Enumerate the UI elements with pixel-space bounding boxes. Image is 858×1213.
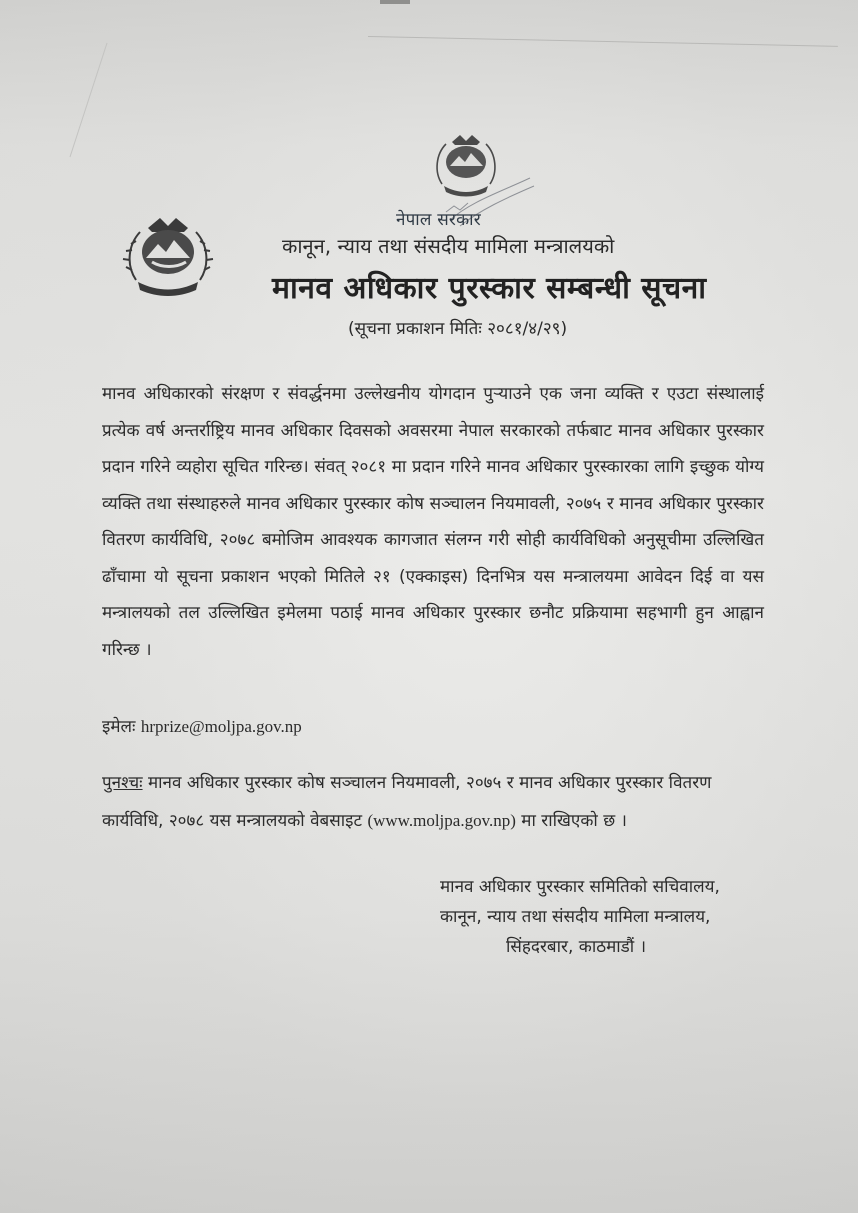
signature-line-location: सिंहदरबार, काठमाडौं । <box>506 937 647 957</box>
signature-block <box>440 872 770 962</box>
email-address-link[interactable]: hrprize@moljpa.gov.np <box>140 717 302 736</box>
government-name: नेपाल सरकार <box>396 210 481 230</box>
postscript-label: पुनश्चः <box>102 773 143 793</box>
signature-line-secretariat: मानव अधिकार पुरस्कार समितिको सचिवालय, <box>440 877 720 897</box>
email-label: इमेलः <box>102 717 136 737</box>
page-title: मानव अधिकार पुरस्कार सम्बन्धी सूचना <box>272 271 707 306</box>
ministry-name: कानून, न्याय तथा संसदीय मामिला मन्त्रालयको <box>282 234 615 258</box>
website-link[interactable]: (www.moljpa.gov.np) <box>367 811 516 830</box>
notice-body-paragraph: मानव अधिकारको संरक्षण र संवर्द्धनमा उल्लेखनीय योगदान पुऱ्याउने एक जना व्यक्ति र एउटा संस्थालाई प्रत्येक वर्ष अन्तर्राष्ट्रिय मानव अधिकार दिवसको अवसरमा नेपाल सरकारको तर्फबाट मानव अधिकार पुरस्कार प्रदान गरिने व्यहोरा सूचित गरिन्छ। संवत् २०८१ मा प्रदान गरिने मानव अधिकार पुरस्कारका लागि इच्छुक योग्य व्यक्ति तथा संस्थाहरुले मानव अधिकार पुरस्कार कोष सञ्चालन नियमावली, २०७५ र मानव अधिकार पुरस्कार वितरण कार्यविधि, २०७८ बमोजिम आवश्यक कागजात संलग्न गरी सोही कार्यविधिको अनुसूचीमा उल्लिखित ढाँचामा यो सूचना प्रकाशन भएको मितिले २१ (एक्काइस) दिनभित्र यस मन्त्रालयमा आवेदन दिई वा यस मन्त्रालयको तल उल्लिखित इमेलमा पठाई मानव अधिकार पुरस्कार छनौट प्रक्रियामा सहभागी हुन आह्वान गरिन्छ । <box>102 384 765 660</box>
postscript-text-end: मा राखिएको छ । <box>521 811 627 831</box>
signature-line-ministry: कानून, न्याय तथा संसदीय मामिला मन्त्रालय, <box>440 907 711 927</box>
postscript <box>102 764 766 840</box>
page-top-mark <box>380 0 410 4</box>
nepal-emblem-icon <box>118 210 218 302</box>
paper-crease <box>69 43 107 157</box>
postscript-text: मानव अधिकार पुरस्कार कोष सञ्चालन नियमावली, २०७५ र मानव अधिकार पुरस्कार वितरण कार्यविधि, २०७८ यस मन्त्रालयको वेबसाइट <box>102 773 712 831</box>
paper-fold-line <box>368 36 838 47</box>
publication-date: (सूचना प्रकाशन मितिः २०८१/४/२९) <box>348 319 568 339</box>
email-line <box>102 714 302 737</box>
